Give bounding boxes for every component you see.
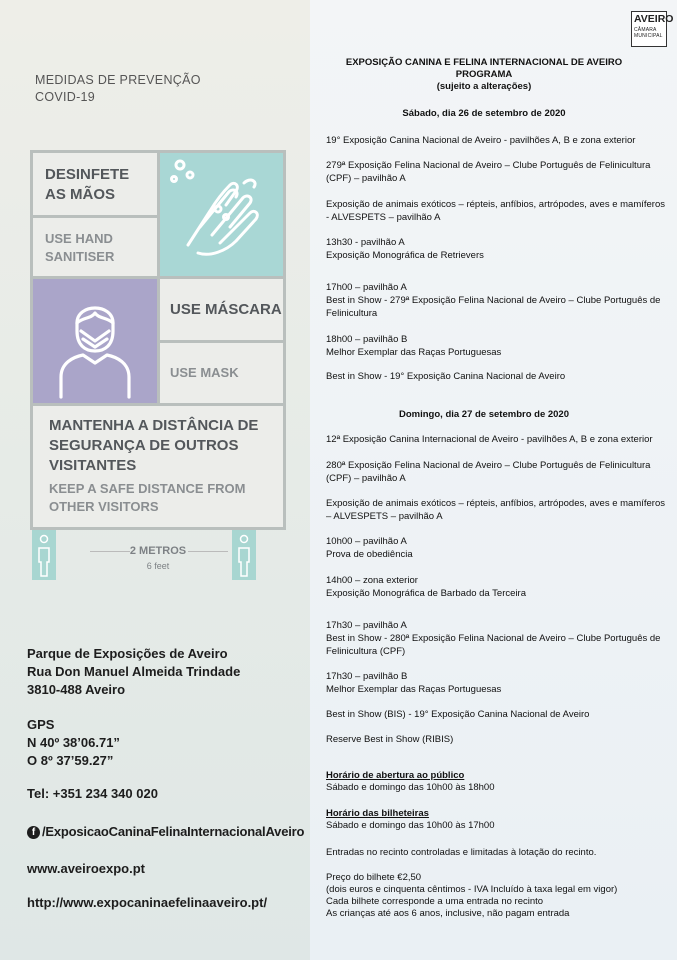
entry-note: Entradas no recinto controladas e limitadas à lotação do recinto. — [326, 847, 597, 858]
disinfect-pt: DESINFETE AS MÃOS — [33, 153, 157, 215]
expo-website-link[interactable]: http://www.expocaninaefelinaaveiro.pt/ — [27, 895, 268, 910]
distance-pt-3: VISITANTES — [49, 457, 137, 474]
mask-en: USE MASK — [160, 343, 283, 403]
saturday-item: Melhor Exemplar das Raças Portuguesas — [326, 347, 502, 358]
facebook-icon: f — [27, 826, 40, 839]
disinfect-en: USE HAND SANITISER — [33, 218, 157, 276]
ticket-price: Preço do bilhete €2,50 — [326, 872, 422, 883]
meters-label: 2 METROS — [129, 545, 187, 557]
mask-person-icon — [33, 279, 157, 403]
safety-panel — [30, 150, 286, 530]
sunday-item: Best in Show (BIS) - 19° Exposição Canina Nacional de Aveiro — [326, 709, 590, 720]
address-block: Parque de Exposições de Aveiro Rua Don Manuel Almeida Trindade 3810-488 Aveiro — [27, 646, 241, 697]
sunday-item: 17h30 – pavilhão B — [326, 671, 408, 682]
program-note: (sujeito a alterações) — [436, 81, 532, 92]
gps-block: GPS N 40º 38’06.71” O 8º 37’59.27” — [27, 717, 120, 768]
sunday-item: 12ª Exposição Canina Internacional de Aveiro - pavilhões A, B e zona exterior — [326, 434, 653, 445]
prevention-title: MEDIDAS DE PREVENÇÃO — [35, 73, 201, 87]
saturday-item: 19° Exposição Canina Nacional de Aveiro - pavilhões A, B e zona exterior — [326, 135, 636, 146]
prevention-sub: COVID-19 — [35, 90, 96, 104]
ticket-price-note: (dois euros e cinquenta cêntimos - IVA Incluído à taxa legal em vigor) — [326, 884, 618, 895]
ticket-rule: Cada bilhete corresponde a uma entrada no recinto — [326, 896, 544, 907]
logo-name: AVEIRO — [634, 13, 674, 25]
program-subtitle: PROGRAMA — [455, 69, 513, 80]
logo-sub: CÂMARA MUNICIPAL — [634, 27, 663, 39]
saturday-heading: Sábado, dia 26 de setembro de 2020 — [402, 108, 566, 119]
website-link[interactable]: www.aveiroexpo.pt — [27, 861, 145, 876]
saturday-item: Exposição de animais exóticos – répteis, anfíbios, artrópodes, aves e mamíferos - ALVESPETS – pavilhão A — [326, 199, 666, 223]
mask-pt: USE MÁSCARA — [160, 279, 283, 340]
saturday-item: 17h00 – pavilhão A — [326, 282, 407, 293]
aveiro-logo — [631, 11, 674, 47]
sunday-item: 17h30 – pavilhão A — [326, 620, 407, 631]
saturday-item: Best in Show - 279ª Exposição Felina Nacional de Aveiro – Clube Português de Felinicultura — [326, 295, 661, 319]
distance-pt-1: MANTENHA A DISTÂNCIA DE — [49, 417, 259, 434]
sunday-item: Exposição de animais exóticos – répteis, anfíbios, artrópodes, aves e mamíferos – ALVESPETS – pavilhão A — [326, 498, 666, 522]
distance-en: KEEP A SAFE DISTANCE FROM OTHER VISITORS — [49, 481, 246, 514]
ticket-office-heading: Horário das bilheteiras — [326, 808, 429, 819]
prevention-heading — [35, 72, 201, 106]
sunday-item: Reserve Best in Show (RIBIS) — [326, 734, 454, 745]
hands-icon — [160, 153, 283, 276]
distance-box — [33, 406, 283, 527]
opening-hours: Sábado e domingo das 10h00 às 18h00 — [326, 782, 495, 793]
phone: Tel: +351 234 340 020 — [27, 786, 158, 801]
saturday-item: 18h00 – pavilhão B — [326, 334, 408, 345]
pedestrian-left-icon — [32, 530, 56, 580]
saturday-item: 279ª Exposição Felina Nacional de Aveiro – Clube Português de Felinicultura (CPF) – pavilhão A — [326, 160, 651, 184]
sunday-item: Best in Show - 280ª Exposição Felina Nacional de Aveiro – Clube Português de Felinicultura (CPF) — [326, 633, 661, 657]
feet-label: 6 feet — [146, 561, 170, 571]
sunday-item: 14h00 – zona exterior — [326, 575, 418, 586]
sunday-item: Melhor Exemplar das Raças Portuguesas — [326, 684, 502, 695]
program-title: EXPOSIÇÃO CANINA E FELINA INTERNACIONAL DE AVEIRO — [345, 57, 623, 68]
opening-hours-heading: Horário de abertura ao público — [326, 770, 465, 781]
sunday-heading: Domingo, dia 27 de setembro de 2020 — [399, 409, 569, 420]
saturday-item: Exposição Monográfica de Retrievers — [326, 250, 484, 261]
sunday-item: 10h00 – pavilhão A — [326, 536, 407, 547]
ticket-office-hours: Sábado e domingo das 10h00 às 17h00 — [326, 820, 495, 831]
sunday-item: Prova de obediência — [326, 549, 413, 560]
sunday-item: 280ª Exposição Felina Nacional de Aveiro – Clube Português de Felinicultura (CPF) – pavilhão A — [326, 460, 651, 484]
distance-pt-2: SEGURANÇA DE OUTROS — [49, 437, 239, 454]
facebook-link[interactable]: f /ExposicaoCaninaFelinaInternacionalAveiro — [27, 823, 304, 841]
children-rule: As crianças até aos 6 anos, inclusive, não pagam entrada — [326, 908, 570, 918]
sunday-item: Exposição Monográfica de Barbado da Terceira — [326, 588, 526, 599]
pedestrian-right-icon — [232, 530, 256, 580]
saturday-item: 13h30 - pavilhão A — [326, 237, 405, 248]
saturday-item: Best in Show - 19° Exposição Canina Nacional de Aveiro — [326, 371, 566, 382]
